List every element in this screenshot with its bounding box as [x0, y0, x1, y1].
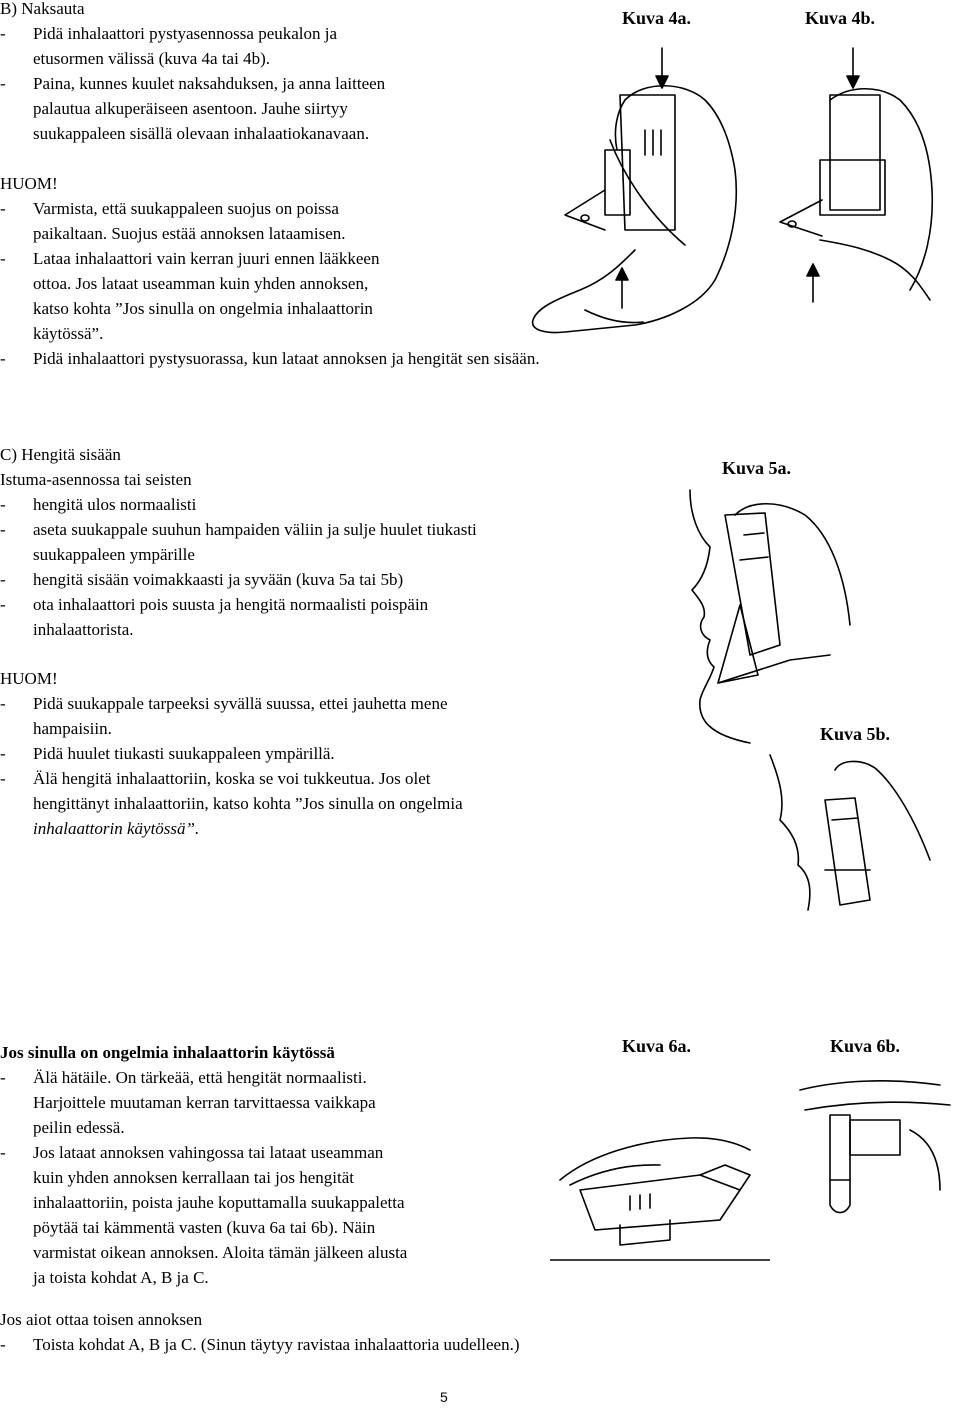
list-line: Älä hengitä inhalaattoriin, koska se voi tukkeutua. Jos olet [33, 769, 431, 788]
figure-5b-caption: Kuva 5b. [820, 724, 891, 744]
list-dash: - [0, 1068, 6, 1087]
figure-5a-illustration [640, 485, 860, 755]
list-line: katso kohta ”Jos sinulla on ongelmia inhalaattorin [33, 299, 373, 318]
problems-list [0, 1065, 407, 1290]
list-line: Älä hätäile. On tärkeää, että hengität normaalisti. [33, 1068, 367, 1087]
list-line: hengitä ulos normaalisti [33, 495, 197, 514]
figure-5b-illustration [740, 750, 940, 920]
list-line: Varmista, että suukappaleen suojus on poissa [33, 199, 339, 218]
list-item [0, 246, 540, 346]
list-line: inhalaattorin käytössä”. [33, 819, 200, 838]
page-number: 5 [440, 1389, 448, 1405]
list-item [0, 1140, 407, 1290]
list-line: peilin edessä. [33, 1118, 125, 1137]
list-line: inhalaattoriin, poista jauhe koputtamalla suukappaletta [33, 1193, 405, 1212]
figure-4a-caption: Kuva 4a. [622, 8, 692, 28]
list-line: Toista kohdat A, B ja C. (Sinun täytyy ravistaa inhalaattoria uudelleen.) [33, 1335, 520, 1354]
list-item [0, 196, 540, 246]
list-item [0, 567, 477, 592]
section-c-list [0, 492, 477, 642]
section-c-note-heading: HUOM! [0, 669, 58, 688]
list-item [0, 1332, 520, 1357]
list-dash: - [0, 1143, 6, 1162]
list-line: etusormen välissä (kuva 4a tai 4b). [33, 49, 270, 68]
list-line: aseta suukappale suuhun hampaiden väliin ja sulje huulet tiukasti [33, 520, 477, 539]
list-line: Pidä suukappale tarpeeksi syvällä suussa, ettei jauhetta mene [33, 694, 448, 713]
list-line: ja toista kohdat A, B ja C. [33, 1268, 209, 1287]
list-dash: - [0, 520, 6, 539]
list-line: suukappaleen sisällä olevaan inhalaatiokanavaan. [33, 124, 370, 143]
list-dash: - [0, 769, 6, 788]
list-line: käytössä”. [33, 324, 104, 343]
list-line: Paina, kunnes kuulet naksahduksen, ja anna laitteen [33, 74, 386, 93]
problems-heading: Jos sinulla on ongelmia inhalaattorin käytössä [0, 1043, 335, 1062]
list-line: Harjoittele muutaman kerran tarvittaessa vaikkapa [33, 1093, 376, 1112]
list-line: kuin yhden annoksen kerrallaan tai jos hengität [33, 1168, 355, 1187]
list-item [0, 1065, 407, 1140]
list-item [0, 766, 463, 841]
list-line: Pidä inhalaattori pystysuorassa, kun lataat annoksen ja hengität sen sisään. [33, 349, 540, 368]
list-dash: - [0, 249, 6, 268]
list-item [0, 691, 463, 741]
section-c-heading: C) Hengitä sisään [0, 445, 121, 464]
list-line: varmistat oikean annoksen. Aloita tämän jälkeen alusta [33, 1243, 408, 1262]
list-dash: - [0, 744, 6, 763]
list-line: Pidä huulet tiukasti suukappaleen ympärillä. [33, 744, 335, 763]
second-dose-list [0, 1332, 520, 1357]
figure-6a-illustration [550, 1120, 770, 1270]
list-dash: - [0, 595, 6, 614]
list-line: palautua alkuperäiseen asentoon. Jauhe siirtyy [33, 99, 348, 118]
list-line: hengittänyt inhalaattoriin, katso kohta ”Jos sinulla on ongelmia [33, 794, 463, 813]
list-dash: - [0, 495, 6, 514]
list-line: Lataa inhalaattori vain kerran juuri ennen lääkkeen [33, 249, 380, 268]
section-b-heading: B) Naksauta [0, 0, 85, 18]
figure-4b-caption: Kuva 4b. [805, 8, 876, 28]
section-c-notes [0, 691, 463, 841]
figure-6b-illustration [790, 1070, 960, 1250]
list-line: ota inhalaattori pois suusta ja hengitä normaalisti poispäin [33, 595, 429, 614]
section-c-subheading: Istuma-asennossa tai seisten [0, 470, 192, 489]
section-b-list [0, 21, 385, 146]
list-dash: - [0, 24, 6, 43]
list-dash: - [0, 1335, 6, 1354]
figure-6b-caption: Kuva 6b. [830, 1036, 901, 1056]
section-b-note-heading: HUOM! [0, 174, 58, 193]
list-dash: - [0, 570, 6, 589]
list-dash: - [0, 74, 6, 93]
figure-4b-illustration [760, 40, 960, 320]
list-dash: - [0, 694, 6, 713]
list-line: inhalaattorista. [33, 620, 134, 639]
second-dose-heading: Jos aiot ottaa toisen annoksen [0, 1310, 203, 1329]
list-item [0, 71, 385, 146]
list-line: Pidä inhalaattori pystyasennossa peukalon ja [33, 24, 338, 43]
figure-6a-caption: Kuva 6a. [622, 1036, 692, 1056]
list-line: paikaltaan. Suojus estää annoksen lataamisen. [33, 224, 346, 243]
list-line: suukappaleen ympärille [33, 545, 195, 564]
list-line: hampaisiin. [33, 719, 112, 738]
list-item [0, 21, 385, 71]
list-line: ottoa. Jos lataat useamman kuin yhden annoksen, [33, 274, 369, 293]
list-line: hengitä sisään voimakkaasti ja syvään (kuva 5a tai 5b) [33, 570, 404, 589]
list-item [0, 741, 463, 766]
list-dash: - [0, 199, 6, 218]
list-item [0, 492, 477, 517]
list-item [0, 517, 477, 567]
list-item [0, 346, 540, 371]
list-line: pöytää tai kämmentä vasten (kuva 6a tai 6b). Näin [33, 1218, 376, 1237]
section-b-notes [0, 196, 540, 371]
list-line: Jos lataat annoksen vahingossa tai lataat useamman [33, 1143, 384, 1162]
figure-5a-caption: Kuva 5a. [722, 458, 792, 478]
figure-4a-illustration [525, 40, 755, 350]
list-dash: - [0, 349, 6, 368]
list-item [0, 592, 477, 642]
